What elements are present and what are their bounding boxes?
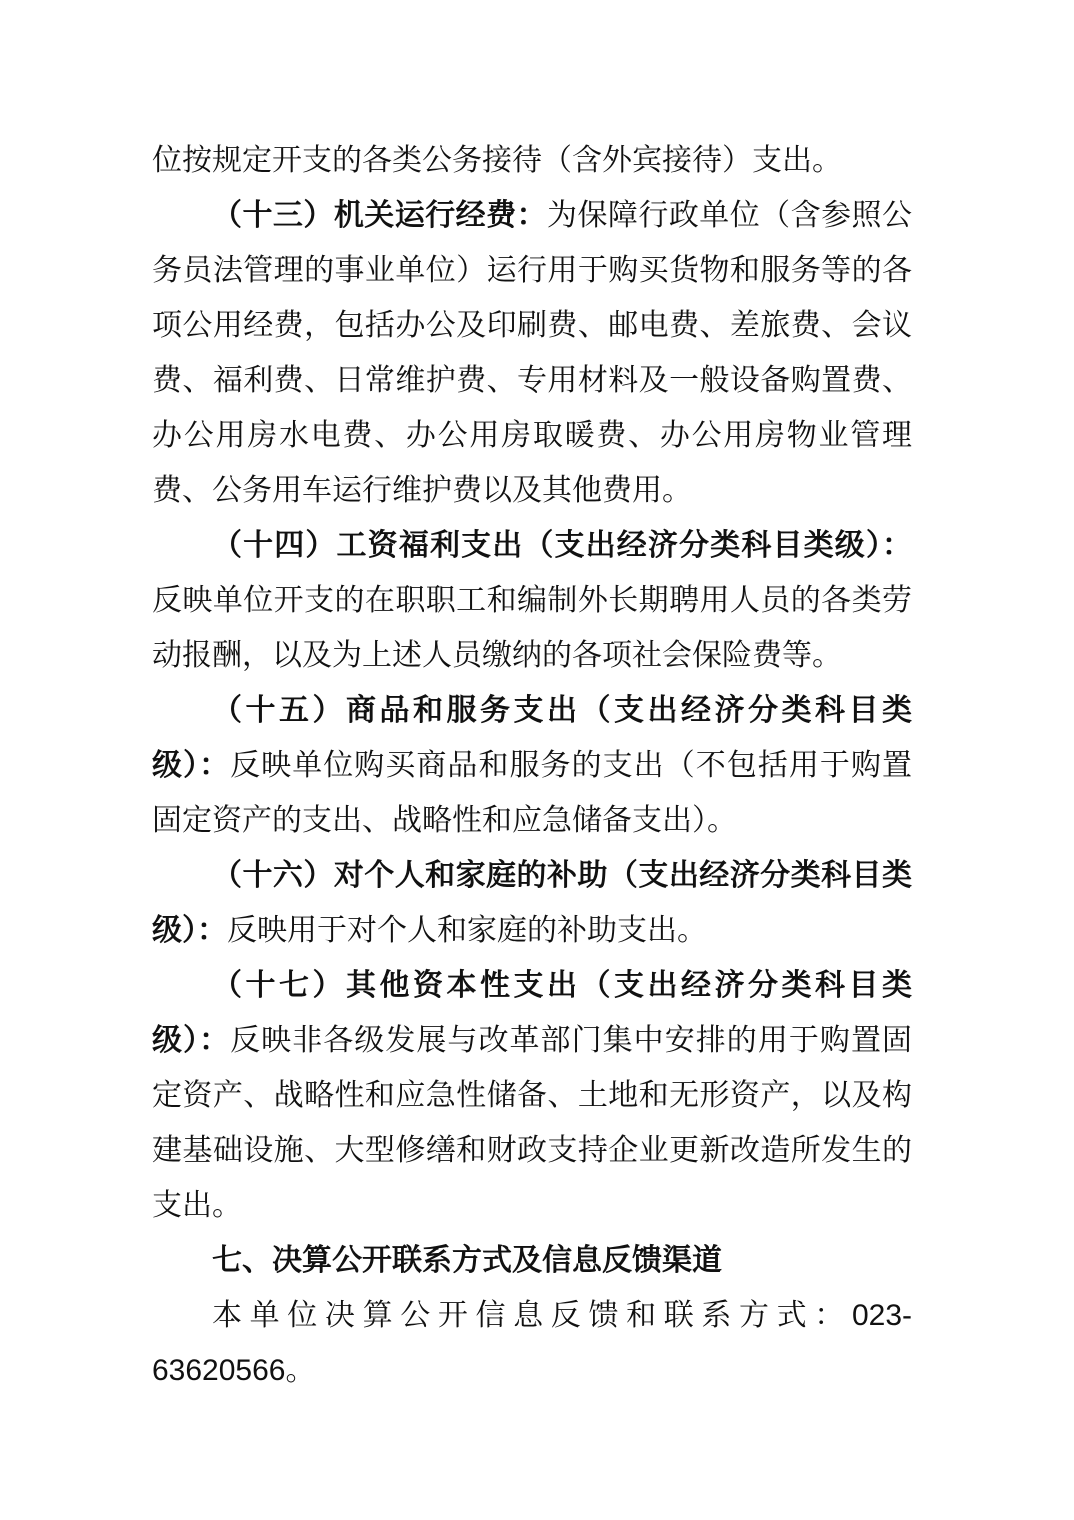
item-15-heading: （十五）商品和服务支出（支出经济分类科目类级）： [152,694,912,782]
item-13-text: 为保障行政单位（含参照公务员法管理的事业单位）运行用于购买货物和服务等的各项公用经费，包括办公及印刷费、邮电费、差旅费、会议费、福利费、日常维护费、专用材料及一般设备购置费、办公用房水电费、办公用房取暖费、办公用房物业管理费、公务用车运行维护费以及其他费用。 [152,199,912,507]
item-15-text: 反映单位购买商品和服务的支出（不包括用于购置固定资产的支出、战略性和应急储备支出）。 [152,749,912,837]
contact-suffix: 。 [285,1354,316,1387]
section-heading: 七、决算公开联系方式及信息反馈渠道 [212,1244,722,1277]
paragraph-item-17 [152,958,912,1233]
document-body [152,133,912,1398]
item-13-heading: （十三）机关运行经费： [212,199,547,232]
item-16-text: 反映用于对个人和家庭的补助支出。 [227,914,707,947]
contact-label: 本单位决算公开信息反馈和联系方式： [212,1299,852,1332]
item-17-heading: （十七）其他资本性支出（支出经济分类科目类级）： [152,969,912,1057]
item-14-heading: （十四）工资福利支出（支出经济分类科目类级）： [212,529,912,562]
paragraph-item-16 [152,848,912,958]
contact-line [152,1288,912,1398]
paragraph-item-13 [152,188,912,518]
item-17-text: 反映非各级发展与改革部门集中安排的用于购置固定资产、战略性和应急性储备、土地和无形资产，以及构建基础设施、大型修缮和财政支持企业更新改造所发生的支出。 [152,1024,912,1222]
item-14-text: 反映单位开支的在职职工和编制外长期聘用人员的各类劳动报酬，以及为上述人员缴纳的各项社会保险费等。 [152,584,912,672]
contact-phone: 023-63620566 [152,1299,912,1387]
paragraph-item-15 [152,683,912,848]
paragraph-carryover: 位按规定开支的各类公务接待（含外宾接待）支出。 [152,144,842,177]
item-16-heading: （十六）对个人和家庭的补助（支出经济分类科目类级）： [152,859,912,947]
paragraph-item-14 [152,518,912,683]
